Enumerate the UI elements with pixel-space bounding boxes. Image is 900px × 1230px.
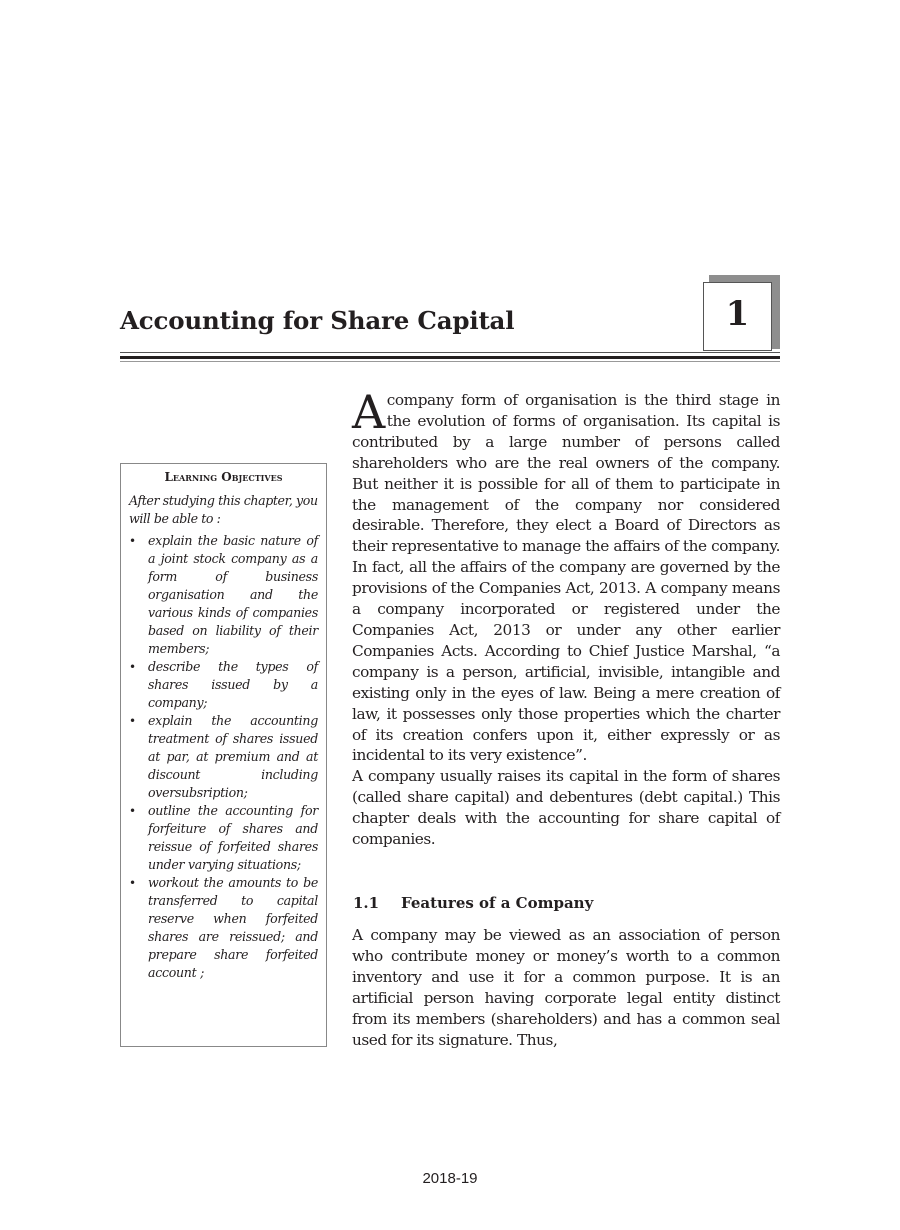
objective-text: explain the accounting treatment of shares issued at par, at premium and at discount including oversubsription;	[148, 713, 318, 800]
objective-item	[129, 874, 318, 982]
chapter-title: Accounting for Share Capital	[120, 306, 515, 335]
objective-text: workout the amounts to be transferred to capital reserve when forfeited shares are reissued; and prepare share forfeited account ;	[148, 875, 318, 980]
bullet-icon: •	[129, 714, 136, 728]
title-rule-thin-top	[120, 352, 780, 353]
objective-item	[129, 532, 318, 658]
title-rule-thin-bottom	[120, 361, 780, 362]
page-footer-year: 2018-19	[422, 1170, 478, 1187]
intro-paragraph-text: company form of organisation is the third stage in the evolution of forms of organisation. Its capital is contributed by a large number of persons called shareholders who are the real owners of the company. But neither it is possible for all of them to participate in the management of the company nor considered desirable. Therefore, they elect a Board of Directors as their representative to manage the affairs of the company. In fact, all the affairs of the company are governed by the provisions of the Companies Act, 2013. A company means a company incorporated or registered under the Companies Act, 2013 or under any other earlier Companies Acts. According to Chief Justice Marshal, “a company is a person, artificial, invisible, intangible and existing only in the eyes of law. Being a mere creation of law, it possesses only those properties which the charter of its creation confers upon it, either expressly or as incidental to its very existence”.	[352, 391, 780, 765]
section-title: Features of a Company	[401, 894, 594, 912]
section-heading	[353, 894, 593, 912]
capital-paragraph: A company usually raises its capital in the form of shares (called share capital) and debentures (debt capital.) This chapter deals with the accounting for share capital of companies.	[352, 767, 780, 849]
objective-item	[129, 658, 318, 712]
section-body	[352, 925, 780, 1050]
objective-item	[129, 802, 318, 874]
intro-paragraph	[352, 385, 780, 766]
learning-objectives-heading: Learning Objectives	[164, 470, 283, 484]
features-paragraph: A company may be viewed as an association of person who contribute money or money’s worth to a common inventory and use it for a common purpose. It is an artificial person having corporate legal entity distinct from its members (shareholders) and has a common seal used for its signature. Thus,	[352, 926, 780, 1049]
objective-text: explain the basic nature of a joint stock company as a form of business organisation and the various kinds of companies based on liability of their members;	[148, 533, 318, 656]
objective-text: describe the types of shares issued by a company;	[148, 659, 318, 710]
section-number: 1.1	[353, 894, 380, 912]
chapter-number: 1	[725, 293, 750, 334]
learning-objectives-box	[120, 463, 327, 1047]
drop-cap: A	[352, 385, 385, 439]
chapter-number-box	[703, 282, 772, 351]
learning-objectives-intro: After studying this chapter, you will be able to :	[129, 493, 318, 526]
bullet-icon: •	[129, 660, 136, 674]
bullet-icon: •	[129, 534, 136, 548]
objective-item	[129, 712, 318, 802]
objective-text: outline the accounting for forfeiture of shares and reissue of forfeited shares under varying situations;	[148, 803, 318, 872]
bullet-icon: •	[129, 876, 136, 890]
intro-text	[352, 385, 780, 850]
learning-objectives-list	[129, 532, 318, 982]
bullet-icon: •	[129, 804, 136, 818]
title-rule-thick	[120, 356, 780, 359]
